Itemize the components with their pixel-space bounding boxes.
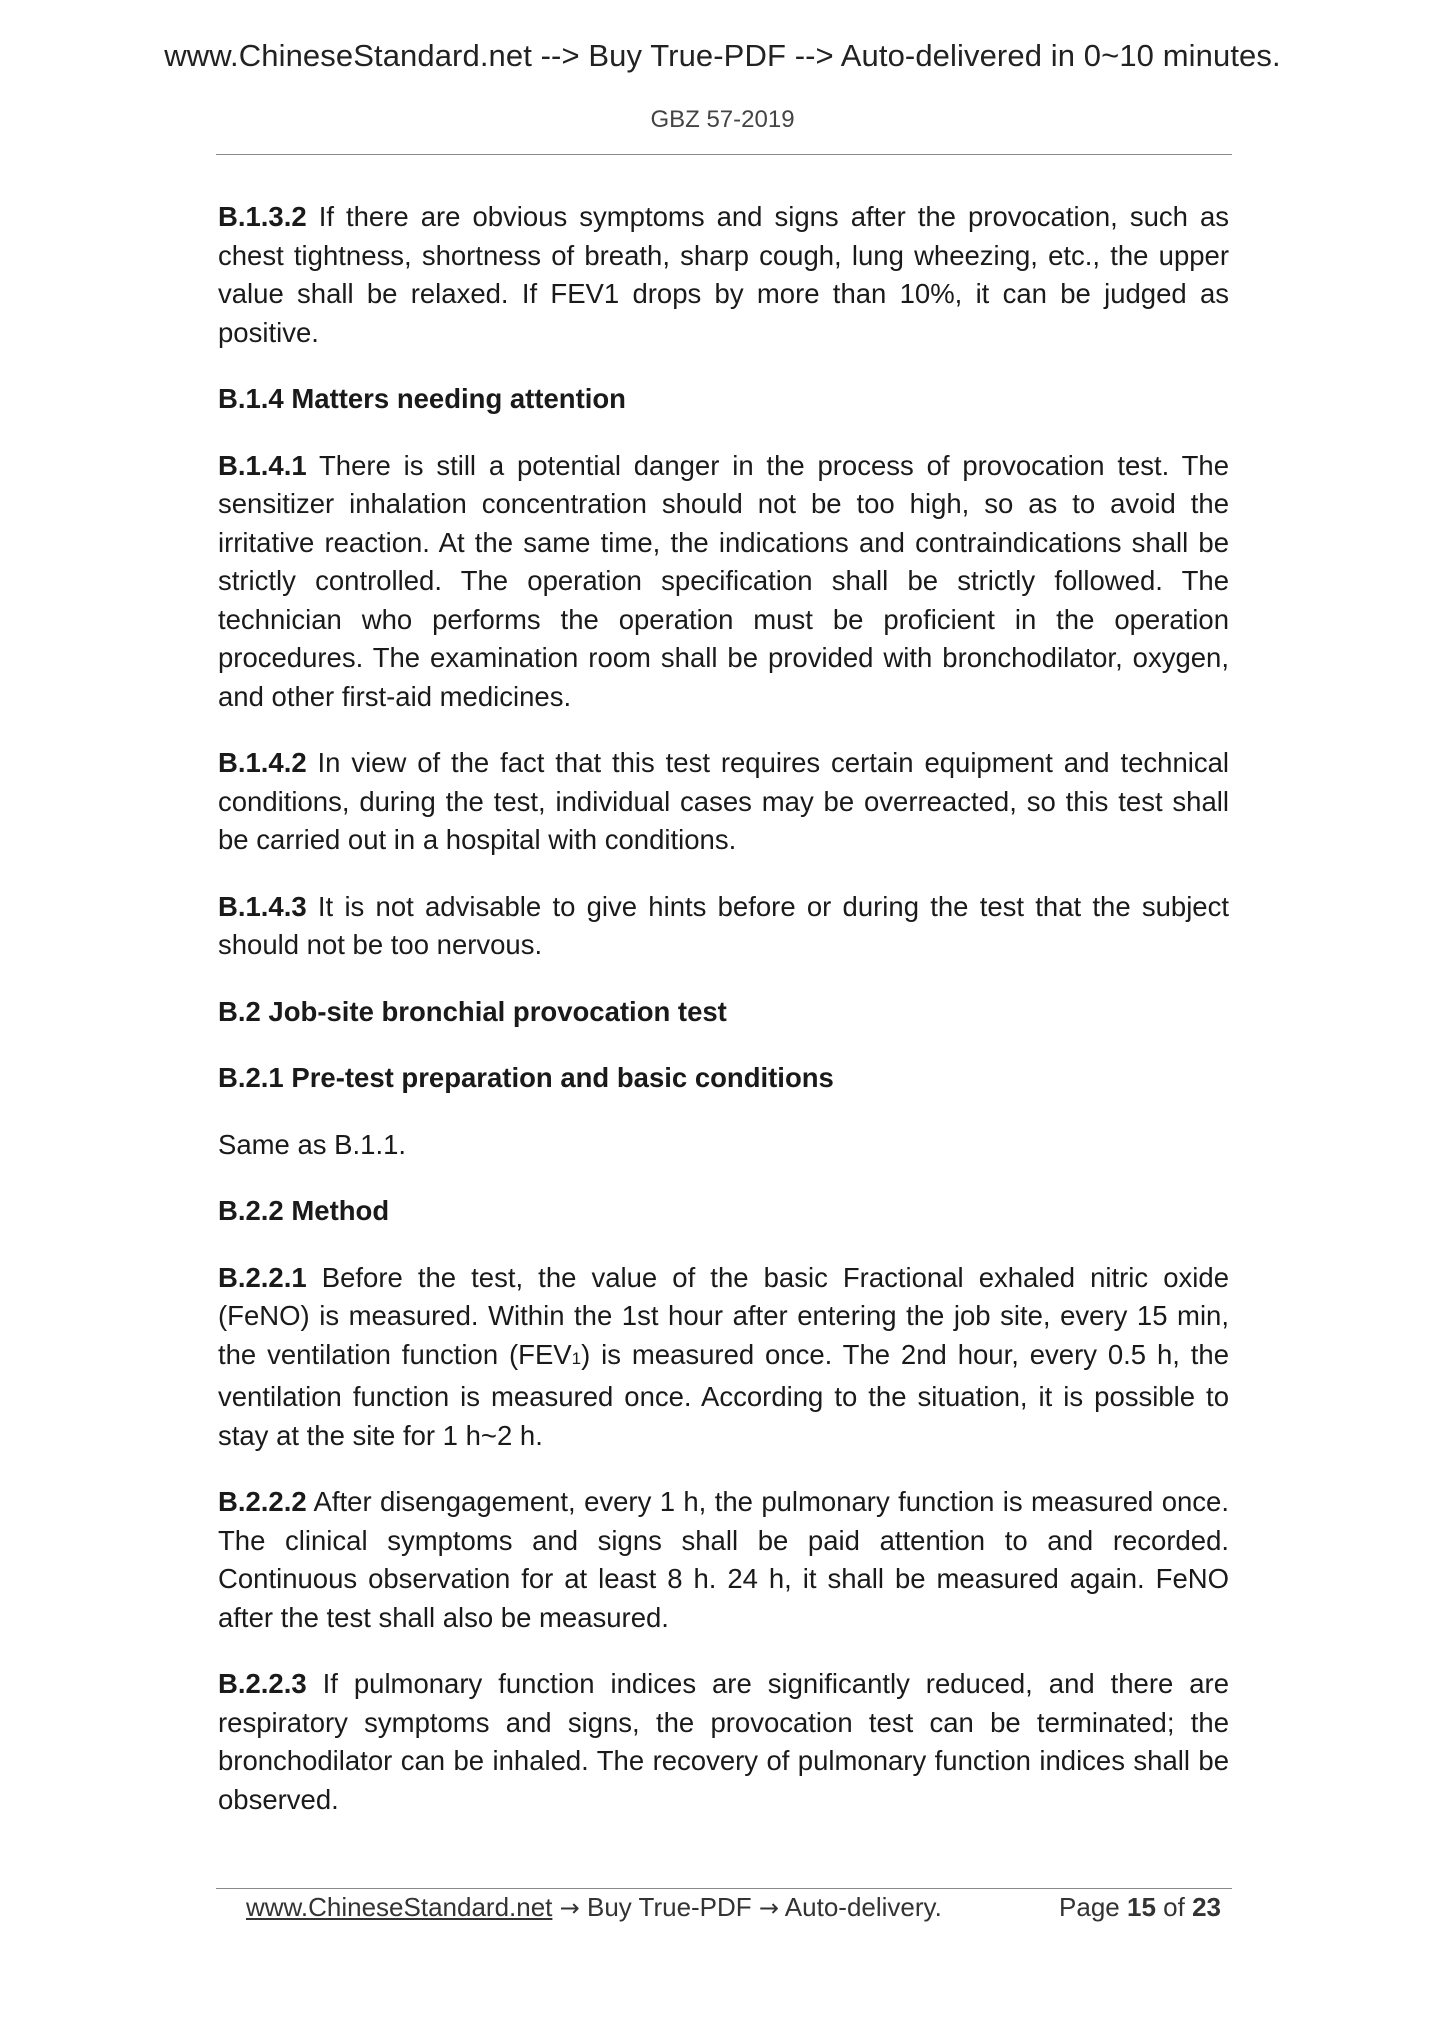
page-word: Page [1059,1892,1120,1922]
clause-number: B.1.4.3 [218,890,307,922]
clause-b2-2-1 [218,1259,1229,1456]
heading-b2: B.2 Job-site bronchial provocation test [218,995,727,1027]
page-current: 15 [1127,1892,1156,1922]
clause-text: After disengagement, every 1 h, the pulmonary function is measured once. The clinical symptoms and signs shall be paid attention to and recorded. Continuous observation for at least 8 h. 24 h, it shall be measured again. FeNO after the test shall also be measured. [218,1486,1229,1633]
standard-code: GBZ 57-2019 [650,106,795,133]
clause-number: B.1.4.1 [218,449,307,481]
clause-b1-3-2 [218,198,1229,352]
footer-buy-text: Buy True-PDF [579,1892,759,1922]
clause-text: Before the test, the value of the basic Fractional exhaled nitric oxide (FeNO) is measured. Within the 1st hour after entering the job site, every 15 min, the ventilation function (FEV [218,1261,1229,1370]
footer-auto-text: Auto-delivery. [779,1892,942,1922]
clause-text: In view of the fact that this test requires certain equipment and technical conditions, during the test, individual cases may be overreacted, so this test shall be carried out in a hospital with conditions. [218,747,1229,855]
clause-b1-4-2 [218,744,1229,860]
arrow-icon: → [559,1894,580,1922]
clause-text: It is not advisable to give hints before or during the test that the subject should not be too nervous. [218,890,1229,960]
clause-b1-4-1 [218,447,1229,717]
footer-divider [216,1888,1232,1889]
fev-subscript: 1 [571,1348,582,1368]
clause-number: B.2.2.2 [218,1486,307,1517]
clause-text: There is still a potential danger in the process of provocation test. The sensitizer inhalation concentration should not be too high, so as to avoid the irritative reaction. At the same time, the indications and contraindications shall be strictly controlled. The operation specification shall be strictly followed. The technician who performs the operation must be proficient in the operation procedures. The examination room shall be provided with bronchodilator, oxygen, and other first-aid medicines. [218,449,1229,712]
arrow-icon: → [758,1894,780,1922]
clause-b2-2-3 [218,1665,1229,1819]
heading-b1-4: B.1.4 Matters needing attention [218,383,626,414]
clause-number: B.1.4.2 [218,747,307,778]
page-content [218,198,1229,1847]
clause-text: If pulmonary function indices are significantly reduced, and there are respiratory symptoms and signs, the provocation test can be terminated; the bronchodilator can be inhaled. The recovery of pulmonary function indices shall be observed. [218,1668,1229,1815]
clause-text-cont: ) is measured once. The 2nd hour, every 0.5 h, the ventilation function is measured once. According to the situation, it is possible to stay at the site for 1 h~2 h. [218,1338,1229,1451]
page-total: 23 [1192,1892,1221,1922]
header-banner: www.ChineseStandard.net --> Buy True-PDF --> Auto-delivered in 0~10 minutes. [164,38,1281,73]
clause-number: B.2.2.1 [218,1261,307,1293]
footer-left [246,1892,942,1923]
clause-b2-2-2 [218,1483,1229,1637]
page-footer [246,1892,1221,1932]
header-divider [216,154,1232,155]
same-as-note: Same as B.1.1. [218,1128,407,1160]
heading-b2-1: B.2.1 Pre-test preparation and basic conditions [218,1062,834,1093]
page-indicator [1059,1892,1221,1923]
clause-number: B.2.2.3 [218,1668,307,1699]
clause-b1-4-3 [218,888,1229,965]
clause-text: If there are obvious symptoms and signs after the provocation, such as chest tightness, shortness of breath, sharp cough, lung wheezing, etc., the upper value shall be relaxed. If FEV1 drops by more than 10%, it can be judged as positive. [218,201,1229,348]
of-word: of [1163,1892,1185,1922]
footer-site-link[interactable]: www.ChineseStandard.net [246,1892,553,1922]
heading-b2-2: B.2.2 Method [218,1195,390,1226]
clause-number: B.1.3.2 [218,201,307,232]
